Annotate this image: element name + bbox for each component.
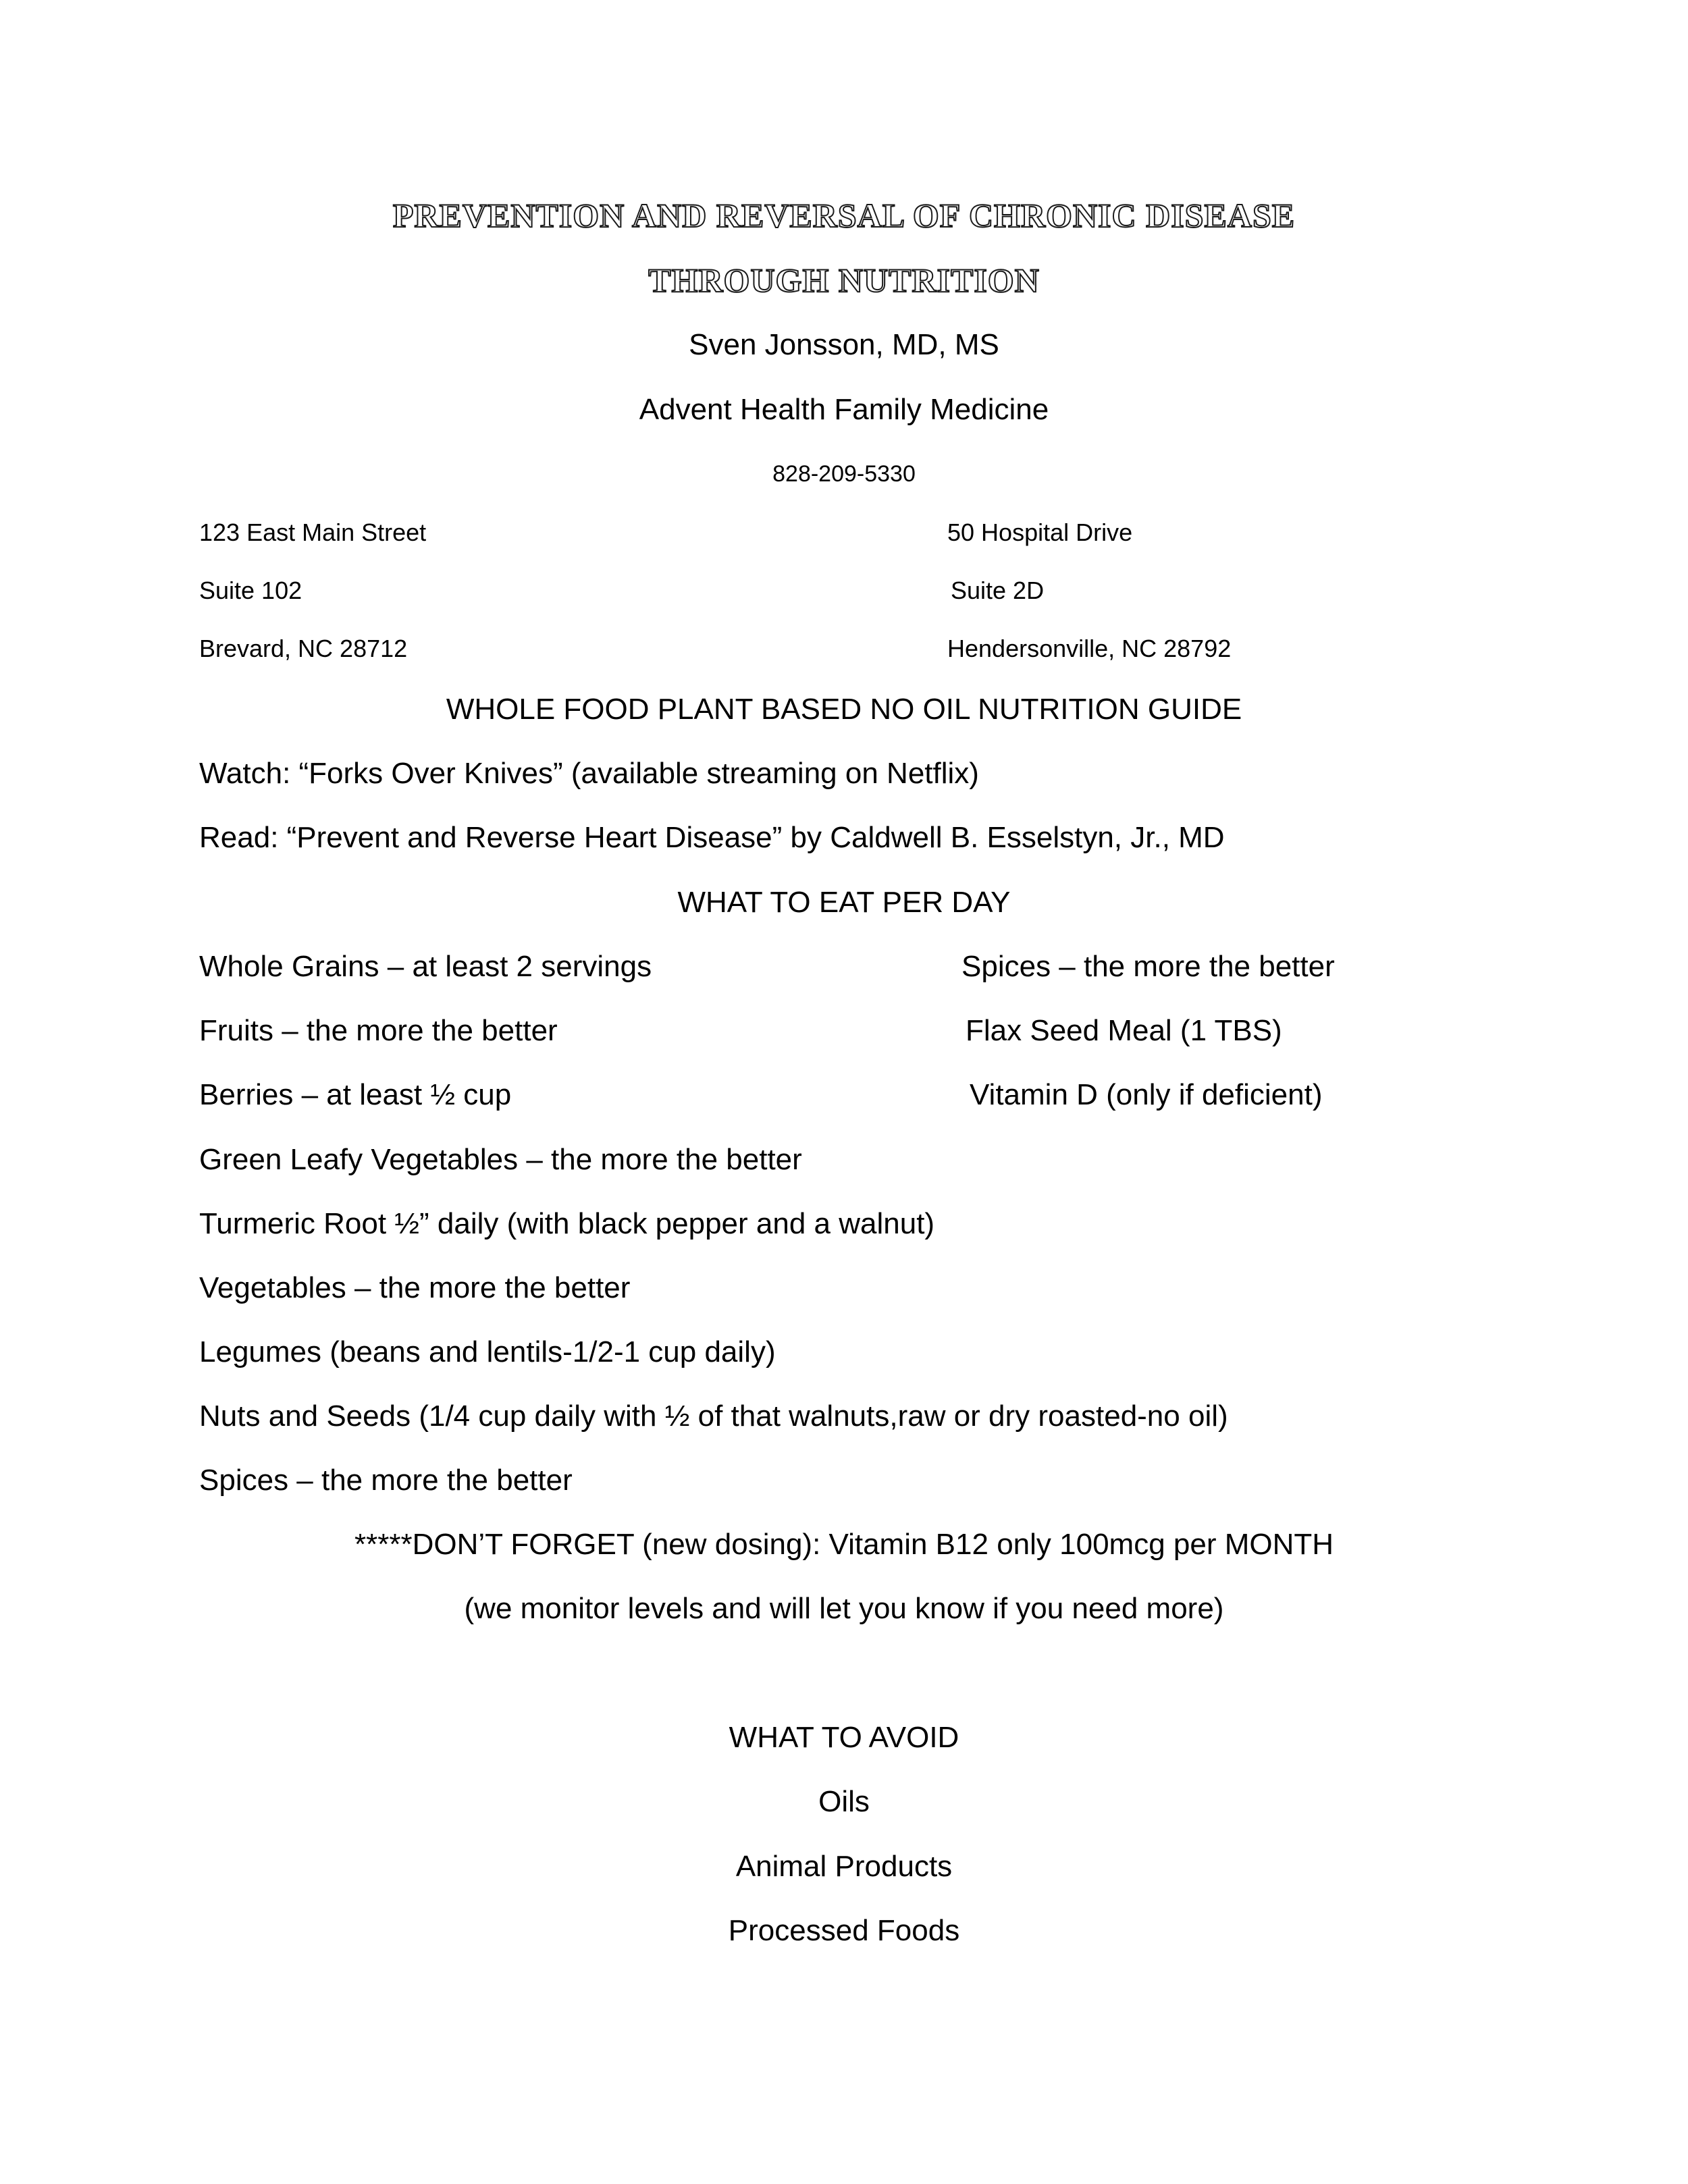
address-left-city: Brevard, NC 28712 bbox=[199, 635, 408, 662]
guide-heading: WHOLE FOOD PLANT BASED NO OIL NUTRITION GUIDE bbox=[446, 693, 1242, 726]
list-item: Green Leafy Vegetables – the more the better bbox=[199, 1143, 802, 1176]
author-name: Sven Jonsson, MD, MS bbox=[689, 328, 999, 361]
list-item: Oils bbox=[818, 1785, 870, 1818]
list-item: Flax Seed Meal (1 TBS) bbox=[966, 1014, 1282, 1047]
document-title-line-2: THROUGH NUTRITION bbox=[648, 261, 1040, 299]
practice-name: Advent Health Family Medicine bbox=[639, 393, 1049, 426]
list-item: Processed Foods bbox=[728, 1914, 960, 1947]
avoid-heading: WHAT TO AVOID bbox=[729, 1721, 959, 1754]
list-item: Turmeric Root ½” daily (with black pepper and a walnut) bbox=[199, 1207, 935, 1240]
eat-heading: WHAT TO EAT PER DAY bbox=[677, 886, 1011, 919]
list-item: Spices – the more the better bbox=[961, 950, 1335, 983]
b12-reminder: *****DON’T FORGET (new dosing): Vitamin B12 only 100mcg per MONTH bbox=[354, 1528, 1334, 1561]
list-item: Whole Grains – at least 2 servings bbox=[199, 950, 652, 983]
list-item: Vegetables – the more the better bbox=[199, 1271, 631, 1304]
read-recommendation: Read: “Prevent and Reverse Heart Disease” by Caldwell B. Esselstyn, Jr., MD bbox=[199, 821, 1225, 854]
watch-recommendation: Watch: “Forks Over Knives” (available streaming on Netflix) bbox=[199, 757, 979, 790]
address-left-street: 123 East Main Street bbox=[199, 518, 427, 546]
document-title-line-1: PREVENTION AND REVERSAL OF CHRONIC DISEASE bbox=[392, 196, 1296, 234]
address-right-suite: Suite 2D bbox=[951, 577, 1045, 604]
address-right-city: Hendersonville, NC 28792 bbox=[947, 635, 1232, 662]
phone-number: 828-209-5330 bbox=[772, 461, 916, 487]
list-item: Fruits – the more the better bbox=[199, 1014, 558, 1047]
list-item: Nuts and Seeds (1/4 cup daily with ½ of that walnuts,raw or dry roasted-no oil) bbox=[199, 1400, 1228, 1433]
list-item: Vitamin D (only if deficient) bbox=[970, 1078, 1323, 1111]
address-right-street: 50 Hospital Drive bbox=[947, 518, 1133, 546]
b12-reminder-note: (we monitor levels and will let you know if you need more) bbox=[464, 1592, 1224, 1625]
list-item: Berries – at least ½ cup bbox=[199, 1078, 512, 1111]
list-item: Spices – the more the better bbox=[199, 1464, 573, 1497]
list-item: Legumes (beans and lentils-1/2-1 cup daily) bbox=[199, 1335, 776, 1368]
address-left-suite: Suite 102 bbox=[199, 577, 302, 604]
list-item: Animal Products bbox=[735, 1850, 953, 1883]
